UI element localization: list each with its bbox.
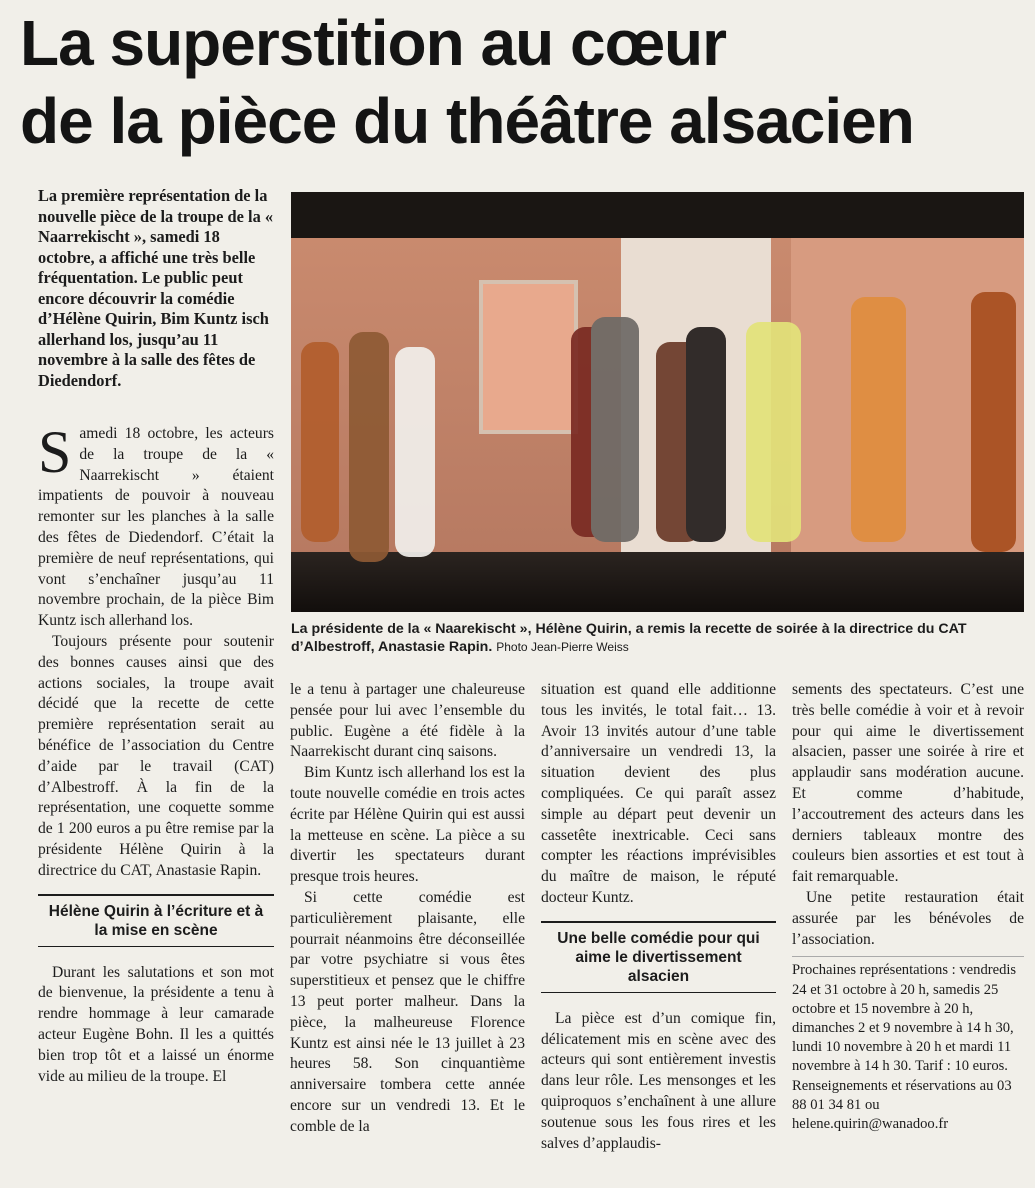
article-column-4 [792, 680, 1024, 1134]
stage-photo [291, 192, 1024, 612]
drop-cap: S [38, 419, 72, 485]
subheading: Hélène Quirin à l’écriture et à la mise en scène [38, 894, 274, 947]
headline-line-1: La superstition au cœur [20, 7, 726, 79]
photo-caption [291, 620, 1024, 656]
article-paragraph: le a tenu à partager une chaleureuse pensée pour lui avec l’ensemble du public. Eugène a été fidèle à la Naarrekischt durant cinq saisons. [290, 681, 525, 761]
article-column-2 [290, 680, 525, 1138]
article-column-1 [38, 419, 274, 1087]
stage-photo-illustration [291, 192, 1024, 612]
article-paragraph [38, 419, 274, 632]
photo-credit: Photo Jean-Pierre Weiss [496, 640, 629, 654]
article-paragraph: Une petite restauration était assurée par les bénévoles de l’association. [792, 888, 1024, 948]
article-paragraph: situation est quand elle additionne tous les invités, le total fait… 13. Avoir 13 invités autour d’une table d’anniversaire un vendredi 13, la situation devient des plus compliquées. Ce qui paraît assez simple au départ peut devenir un cassetête inextricable. Ceci sans compter les réactions imprévisibles du maître de maison, le réputé docteur Kuntz. [541, 681, 776, 906]
article-paragraph: Toujours présente pour soutenir des bonnes causes ainsi que des actions sociales, la troupe avait décidé que la recette de cette première représentation serait au bénéfice de l’association du Centre d’aide par le travail (CAT) d’Albestroff. À la fin de la représentation, une coquette somme de 1 200 euros a pu être remise par la présidente Hélène Quirin à la directrice du CAT, Anastasie Rapin. [38, 632, 274, 879]
caption-text: La présidente de la « Naarekischt », Hélène Quirin, a remis la recette de soirée à la directrice du CAT d’Albestroff, Anastasie Rapin. [291, 621, 967, 655]
article-paragraph: La pièce est d’un comique fin, délicatement mis en scène avec des acteurs qui sont entièrement investis dans leur rôle. Les mensonges et les quiproquos s’enchaînent à une allure soutenue sous les fous rires et les salves d’applaudis- [541, 1009, 776, 1152]
article-paragraph: Bim Kuntz isch allerhand los est la toute nouvelle comédie en trois actes écrite par Hélène Quirin qui est aussi la metteuse en scène. La pièce a su divertir les spectateurs durant presque trois heures. [290, 764, 525, 886]
headline [20, 4, 1020, 160]
practical-info: Prochaines représentations : vendredis 24 et 31 octobre à 20 h, samedis 25 octobre et 15 novembre à 20 h, dimanches 2 et 9 novembre à 14 h 30, lundi 10 novembre à 20 h et mardi 11 novembre à 14 h 30. Tarif : 10 euros. Renseignements et réservations au 03 88 01 34 81 ou helene.quirin@wanadoo.fr [792, 956, 1024, 1134]
lead-paragraph: La première représentation de la nouvelle pièce de la troupe de la « Naarrekischt », samedi 18 octobre, a affiché une très belle fréquentation. Le public peut encore découvrir la comédie d’Hélène Quirin, Bim Kuntz isch allerhand los, jusqu’au 11 novembre à la salle des fêtes de Diedendorf. [38, 186, 274, 390]
article-paragraph: sements des spectateurs. C’est une très belle comédie à voir et à revoir pour qui aime le divertissement alsacien, passer une soirée à rire et applaudir sans modération aucune. Et comme d’habitude, l’accoutrement des acteurs dans les derniers tableaux montre des couleurs bien assorties et est tout à fait remarquable. [792, 681, 1024, 886]
article-paragraph: Si cette comédie est particulièrement plaisante, elle pourrait néanmoins être déconseillée par votre psychiatre si vous êtes superstitieux et pensez que le chiffre 13 peut porter malheur. Dans la pièce, la malheureuse Florence Kuntz est ainsi née le 13 juillet à 23 heures 58. Son cinquantième anniversaire tombera cette année encore sur un vendredi 13. Et le comble de la [290, 888, 525, 1135]
paragraph-text: amedi 18 octobre, les acteurs de la troupe de la « Naarrekischt » étaient impatients de pouvoir à nouveau remonter sur les planches à la salle des fêtes de Diedendorf. C’était la première de neuf représentations, qui vont s’enchaîner jusqu’au 11 novembre prochain, de la pièce Bim Kuntz isch allerhand los. [38, 425, 274, 630]
article-paragraph: Durant les salutations et son mot de bienvenue, la présidente a tenu à rendre hommage à leur camarade acteur Eugène Bohn. Il les a quittés bien trop tôt et a laissé un énorme vide au milieu de la troupe. El [38, 963, 274, 1085]
article-column-3 [541, 680, 776, 1154]
subheading: Une belle comédie pour qui aime le divertissement alsacien [541, 921, 776, 993]
headline-line-2: de la pièce du théâtre alsacien [20, 85, 914, 157]
